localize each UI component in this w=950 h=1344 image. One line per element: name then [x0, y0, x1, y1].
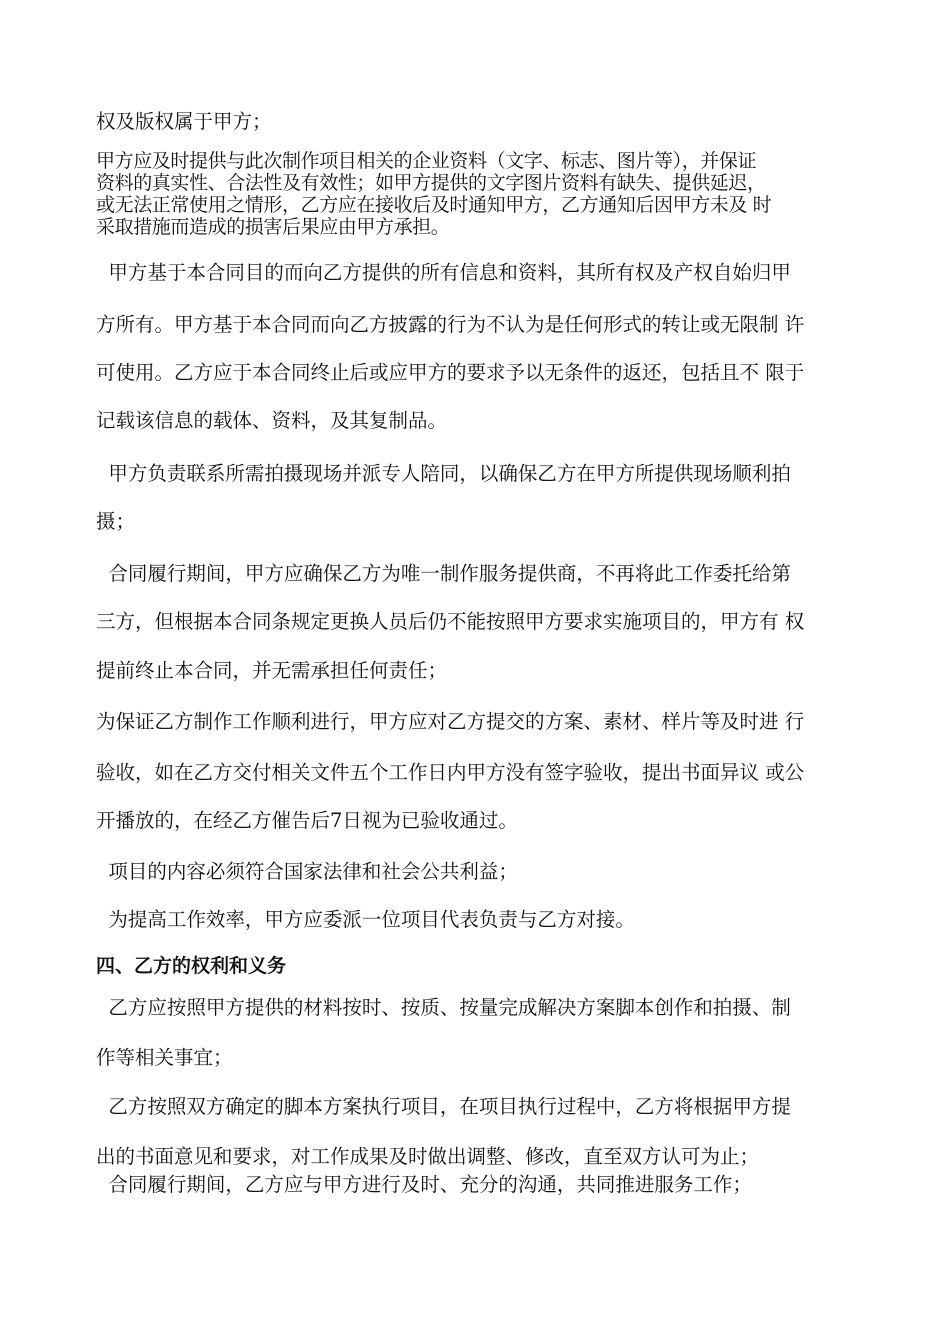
- text-line: 验收，如在乙方交付相关文件五个工作日内甲方没有签字验收，提出书面异议 或公: [96, 761, 805, 784]
- text-line: 为保证乙方制作工作顺利进行，甲方应对乙方提交的方案、素材、样片等及时进 行: [96, 710, 805, 733]
- text-line: 乙方按照双方确定的脚本方案执行项目，在项目执行过程中，乙方将根据甲方提: [96, 1095, 791, 1118]
- text-line: 摄；: [96, 510, 136, 533]
- text-line: 项目的内容必须符合国家法律和社会公共利益；: [96, 860, 518, 883]
- text-line: 为提高工作效率，甲方应委派一位项目代表负责与乙方对接。: [96, 908, 635, 931]
- text-line: 或无法正常使用之情形，乙方应在接收后及时通知甲方，乙方通知后因甲方未及 时: [96, 194, 772, 216]
- text-line: 乙方应按照甲方提供的材料按时、按质、按量完成解决方案脚本创作和拍摄、制: [96, 996, 791, 1019]
- text-line: 甲方基于本合同目的而向乙方提供的所有信息和资料，其所有权及产权自始归甲: [96, 261, 791, 284]
- text-line: 三方，但根据本合同条规定更换人员后仍不能按照甲方要求实施项目的，甲方有 权: [96, 610, 805, 633]
- text-line: 出的书面意见和要求，对工作成果及时做出调整、修改，直至双方认可为止；: [96, 1145, 760, 1168]
- text-line: 提前终止本合同，并无需承担任何责任；: [96, 659, 448, 682]
- text-line: 甲方应及时提供与此次制作项目相关的企业资料（文字、标志、图片等），并保证: [96, 150, 757, 172]
- text-line: 合同履行期间，乙方应与甲方进行及时、充分的沟通，共同推进服务工作；: [96, 1173, 752, 1196]
- text-line: 方所有。甲方基于本合同而向乙方披露的行为不认为是任何形式的转让或无限制 许: [96, 313, 805, 336]
- text-line: 权及版权属于甲方；: [96, 110, 272, 133]
- text-line: 甲方负责联系所需拍摄现场并派专人陪同，以确保乙方在甲方所提供现场顺利拍: [96, 462, 791, 485]
- text-line: 采取措施而造成的损害后果应由甲方承担。: [96, 216, 450, 238]
- section-heading: 四、乙方的权利和义务: [96, 955, 287, 977]
- text-line: 开播放的，在经乙方催告后7日视为已验收通过。: [96, 809, 518, 832]
- text-line: 记载该信息的载体、资料，及其复制品。: [96, 409, 448, 432]
- text-line: 合同履行期间，甲方应确保乙方为唯一制作服务提供商，不再将此工作委托给第: [96, 562, 791, 585]
- text-line: 可使用。乙方应于本合同终止后或应甲方的要求予以无条件的返还，包括且不 限于: [96, 361, 805, 384]
- text-line: 作等相关事宜；: [96, 1046, 233, 1069]
- text-line: 资料的真实性、合法性及有效性；如甲方提供的文字图片资料有缺失、提供延迟，: [96, 172, 766, 194]
